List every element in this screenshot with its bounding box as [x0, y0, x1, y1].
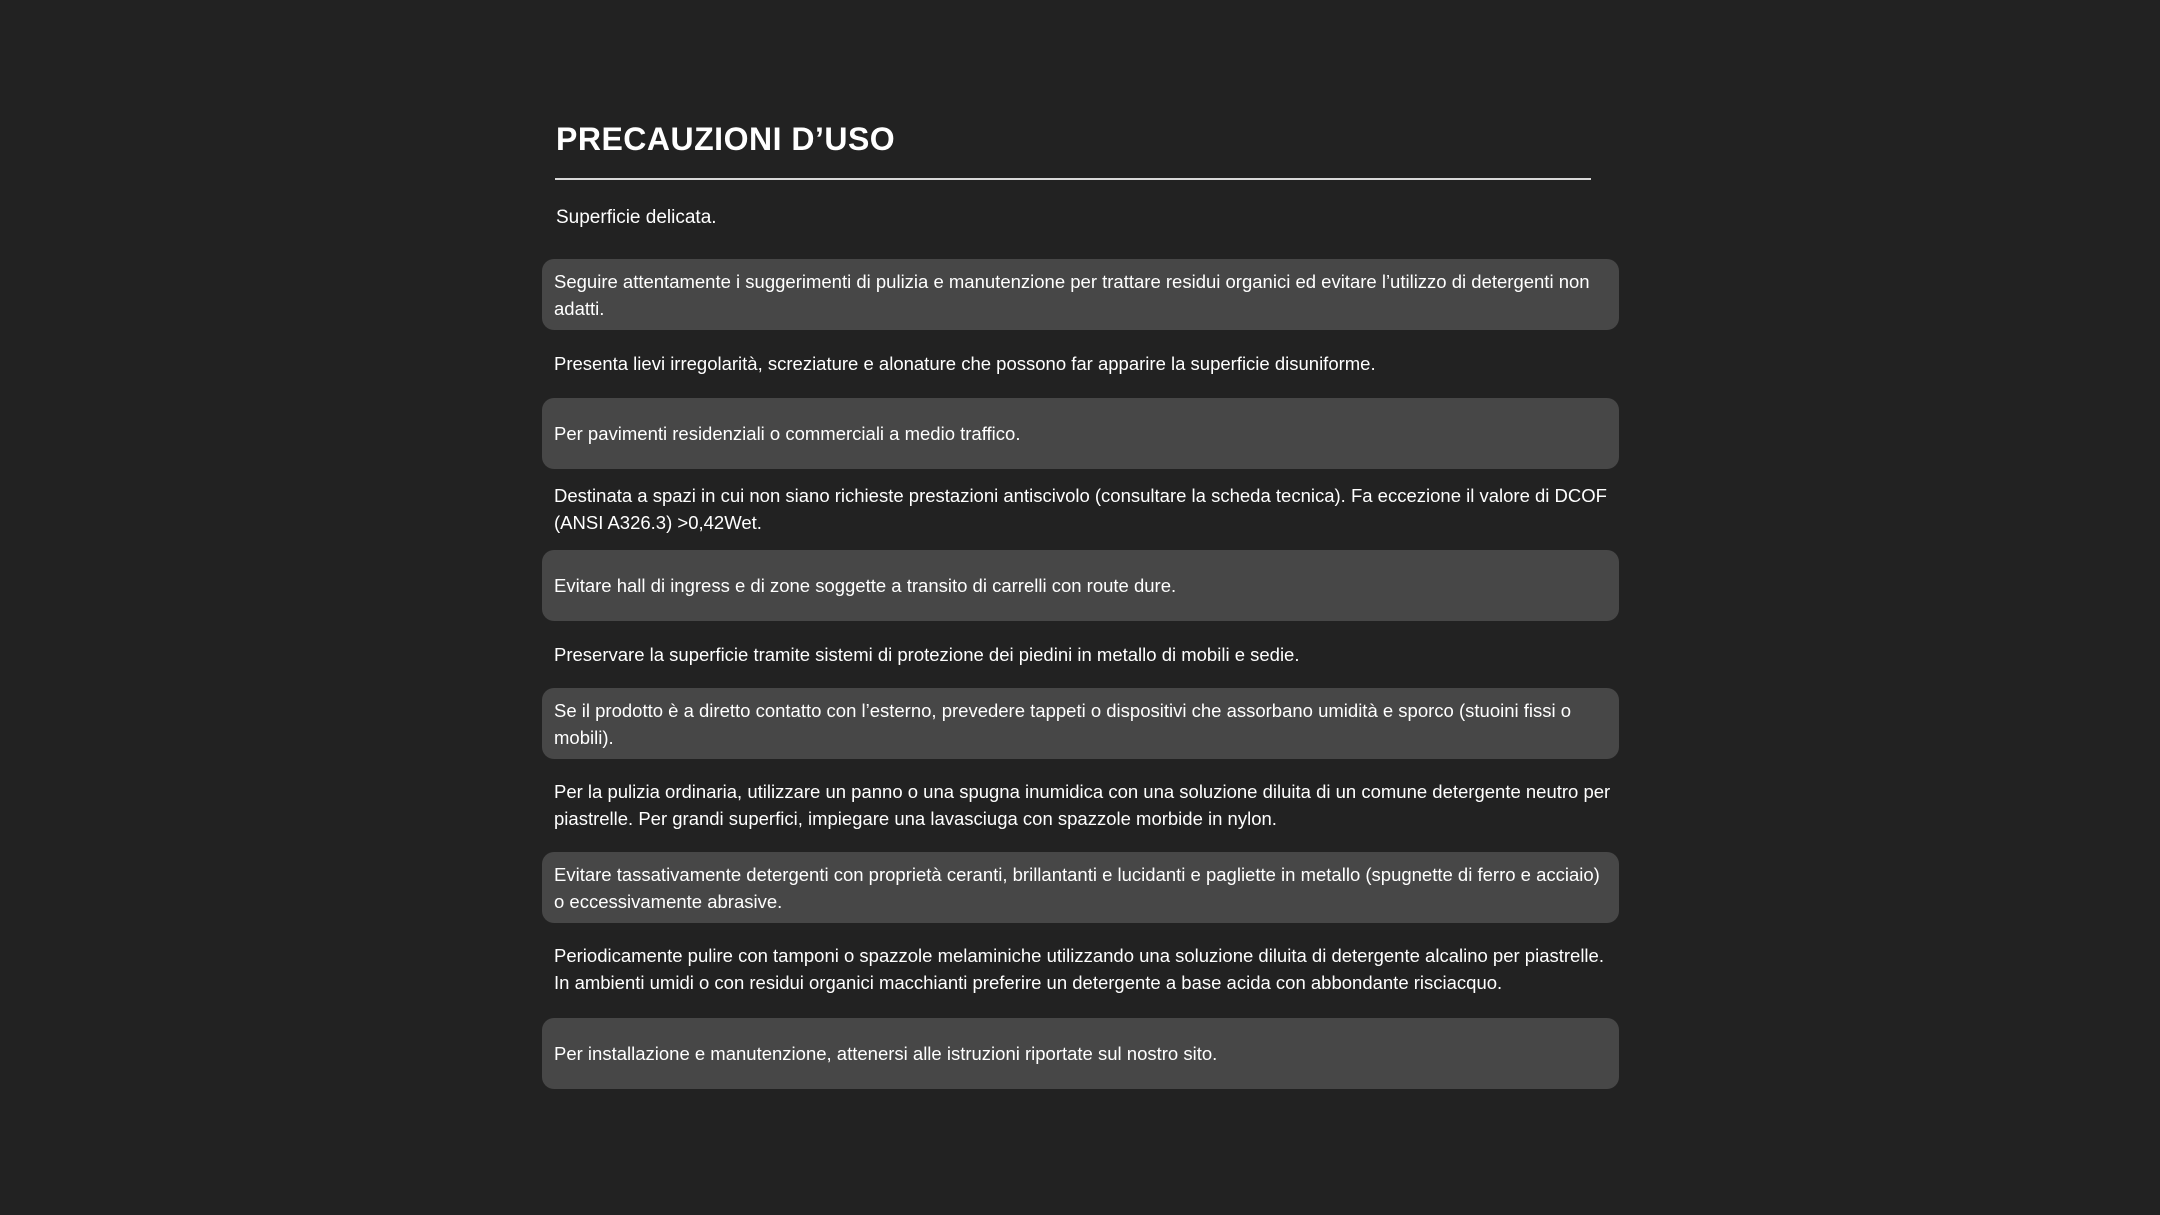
precaution-text: Destinata a spazi in cui non siano richieste prestazioni antiscivolo (consultare la scheda tecnica). Fa eccezione il valore di DCOF (ANSI A326.3) >0,42Wet. [554, 485, 1607, 533]
precaution-item [542, 1018, 1619, 1089]
precaution-text: Seguire attentamente i suggerimenti di pulizia e manutenzione per trattare residui organici ed evitare l’utilizzo di detergenti non adatti. [554, 270, 1590, 319]
precaution-text: Periodicamente pulire con tamponi o spazzole melaminiche utilizzando una soluzione diluita di detergente alcalino per piastrelle. In ambienti umidi o con residui organici macchianti preferire un detergente a base acida con abbondante risciacquo. [554, 945, 1604, 993]
precaution-item [542, 550, 1619, 621]
precaution-text: Per pavimenti residenziali o commerciali a medio traffico. [554, 423, 1021, 444]
precaution-text: Se il prodotto è a diretto contatto con l’esterno, prevedere tappeti o dispositivi che assorbano umidità e sporco (stuoini fissi o mobili). [554, 699, 1572, 748]
precaution-text: Preservare la superficie tramite sistemi di protezione dei piedini in metallo di mobili e sedie. [554, 644, 1300, 665]
precaution-item [542, 259, 1619, 330]
precaution-item [542, 688, 1619, 759]
precaution-item [542, 469, 1619, 549]
precaution-item [542, 923, 1619, 1015]
page-title: PRECAUZIONI D’USO [556, 121, 896, 157]
precaution-text: Per installazione e manutenzione, attenersi alle istruzioni riportate sul nostro sito. [554, 1043, 1218, 1064]
precaution-text: Evitare hall di ingress e di zone soggette a transito di carrelli con route dure. [554, 575, 1177, 596]
title-divider [555, 178, 1591, 180]
precaution-item [542, 852, 1619, 923]
precaution-item [542, 759, 1619, 851]
precaution-text: Presenta lievi irregolarità, screziature e alonature che possono far apparire la superficie disuniforme. [554, 353, 1376, 374]
precaution-item [542, 330, 1619, 397]
precaution-item [542, 398, 1619, 469]
subtitle: Superficie delicata. [556, 207, 717, 228]
precaution-text: Per la pulizia ordinaria, utilizzare un panno o una spugna inumidica con una soluzione diluita di un comune detergente neutro per piastrelle. Per grandi superfici, impiegare una lavasciuga con spazzole morbide in nylon. [554, 781, 1611, 829]
precaution-item [542, 621, 1619, 688]
precaution-text: Evitare tassativamente detergenti con proprietà ceranti, brillantanti e lucidanti e pagliette in metallo (spugnette di ferro e acciaio) o eccessivamente abrasive. [554, 863, 1600, 912]
